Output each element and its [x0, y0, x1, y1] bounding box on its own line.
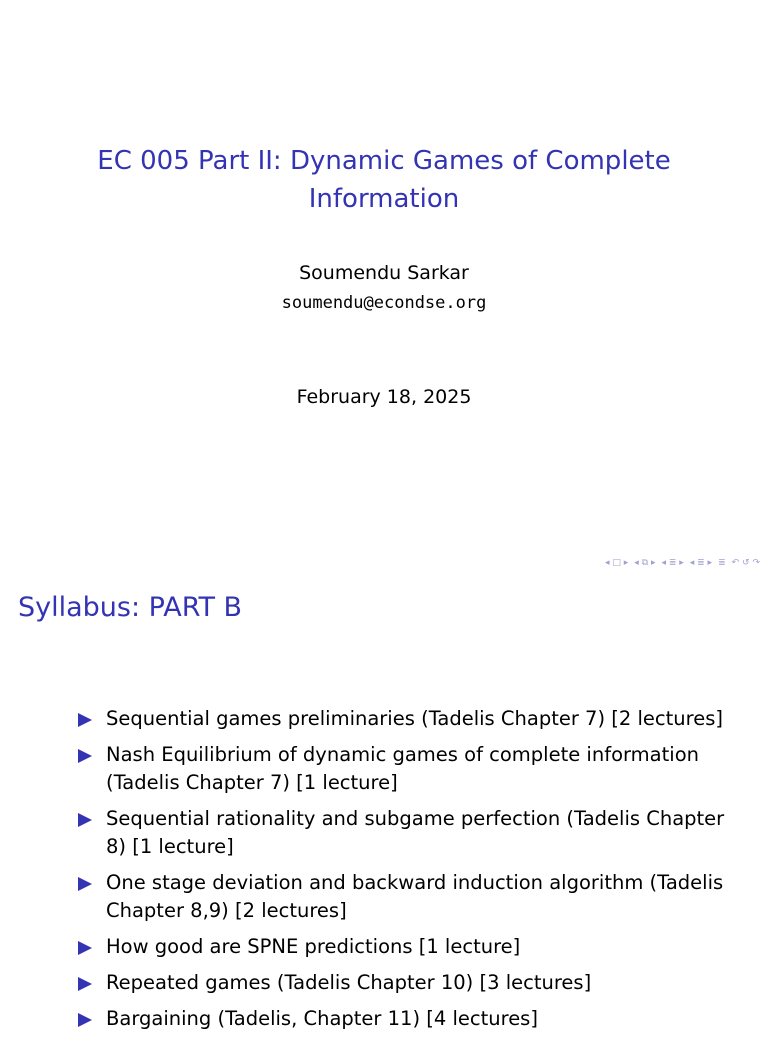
- triangle-bullet-icon: [78, 713, 92, 727]
- triangle-bullet-icon: [78, 877, 92, 891]
- triangle-bullet-icon: [78, 813, 92, 827]
- presentation-date: February 18, 2025: [296, 386, 472, 408]
- list-item: Sequential rationality and subgame perfection (Tadelis Chapter 8) [1 lecture]: [78, 805, 738, 861]
- triangle-bullet-icon: [78, 941, 92, 955]
- list-item: Nash Equilibrium of dynamic games of complete information (Tadelis Chapter 7) [1 lecture]: [78, 741, 738, 797]
- nav-section-icon[interactable]: ◂ ≣ ▸: [661, 558, 684, 568]
- frame-title: Syllabus: PART B: [18, 592, 243, 623]
- nav-appendix-icon[interactable]: ≣: [718, 558, 726, 568]
- triangle-bullet-icon: [78, 1013, 92, 1027]
- syllabus-list: [78, 705, 738, 1041]
- list-item: Repeated games (Tadelis Chapter 10) [3 lectures]: [78, 969, 738, 997]
- syllabus-slide: [0, 576, 768, 1030]
- author-name: Soumendu Sarkar: [299, 262, 469, 284]
- author-email: soumendu@econdse.org: [281, 293, 487, 313]
- presentation-title: EC 005 Part II: Dynamic Games of Complete Information: [97, 146, 671, 214]
- beamer-navigation-bar: [605, 558, 760, 568]
- nav-frame-icon[interactable]: ◂ □ ▸: [605, 558, 629, 568]
- triangle-bullet-icon: [78, 749, 92, 763]
- list-item: Bargaining (Tadelis, Chapter 11) [4 lectures]: [78, 1005, 738, 1033]
- triangle-bullet-icon: [78, 977, 92, 991]
- list-item: One stage deviation and backward induction algorithm (Tadelis Chapter 8,9) [2 lectures]: [78, 869, 738, 925]
- list-item: How good are SPNE predictions [1 lecture]: [78, 933, 738, 961]
- nav-document-icon[interactable]: ◂ ≣ ▸: [689, 558, 713, 568]
- list-item: Sequential games preliminaries (Tadelis Chapter 7) [2 lectures]: [78, 705, 738, 733]
- nav-subsection-icon[interactable]: ◂ ⧉ ▸: [634, 558, 656, 568]
- nav-search-back-forward-icon[interactable]: ↶ ↺ ↷: [731, 558, 760, 568]
